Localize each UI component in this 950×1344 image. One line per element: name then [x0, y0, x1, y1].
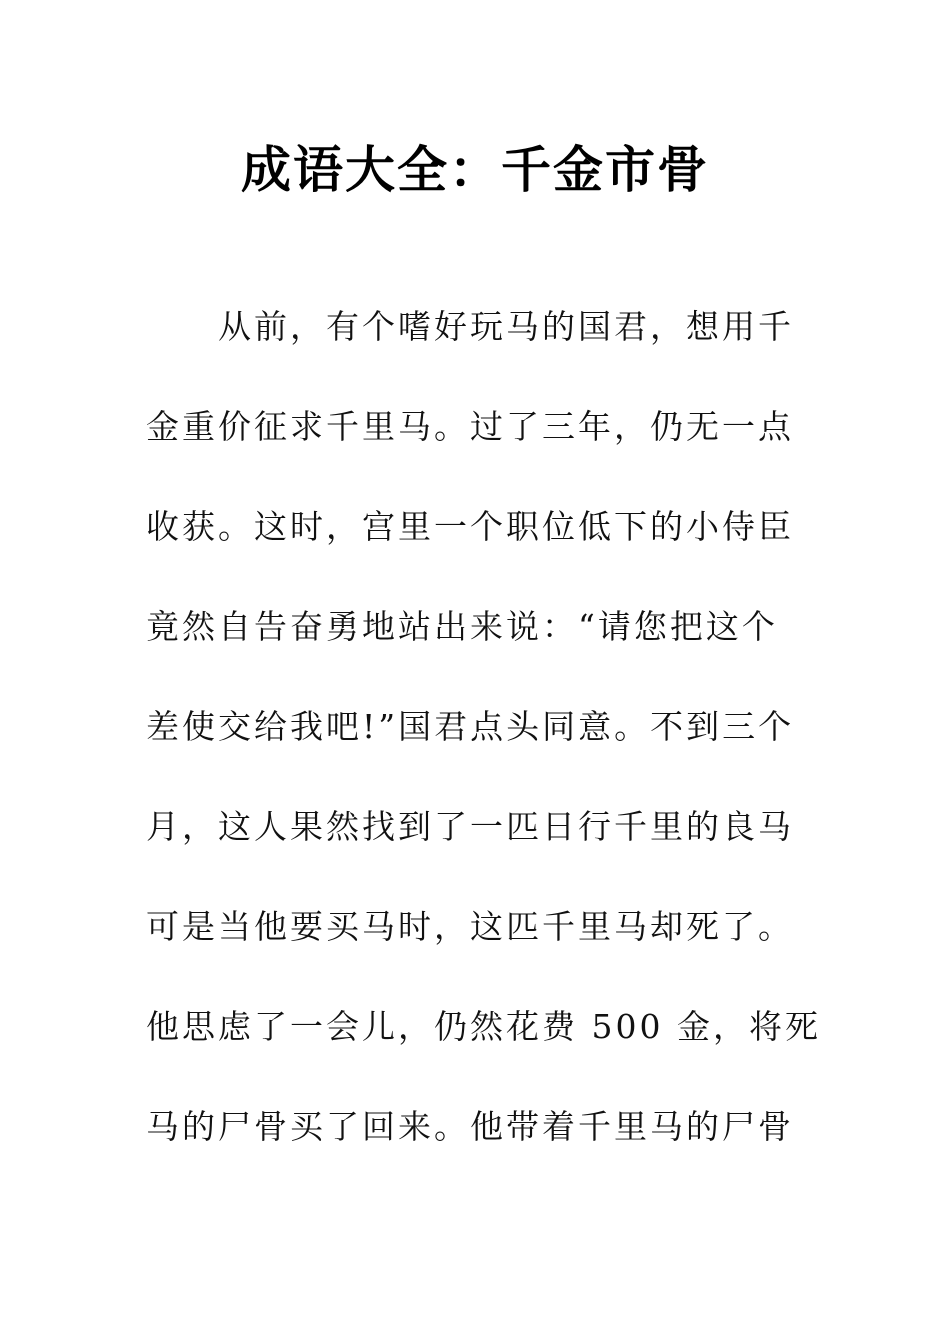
text-line: 竟然自告奋勇地站出来说：“请您把这个 — [146, 607, 778, 646]
text-line: 从前，有个嗜好玩马的国君，想用千 — [218, 307, 794, 346]
text-line: 可是当他要买马时，这匹千里马却死了。 — [146, 907, 794, 946]
text-line: 收获。这时，宫里一个职位低下的小侍臣 — [146, 507, 794, 546]
text-line: 他思虑了一会儿，仍然花费 500 金，将死 — [146, 1007, 821, 1046]
text-line: 差使交给我吧!”国君点头同意。不到三个 — [146, 707, 795, 746]
text-line: 月，这人果然找到了一匹日行千里的良马 — [146, 807, 794, 846]
text-line: 金重价征求千里马。过了三年，仍无一点 — [146, 407, 794, 446]
page-title: 成语大全：千金市骨 — [241, 141, 709, 199]
text-line: 马的尸骨买了回来。他带着千里马的尸骨 — [146, 1107, 794, 1146]
